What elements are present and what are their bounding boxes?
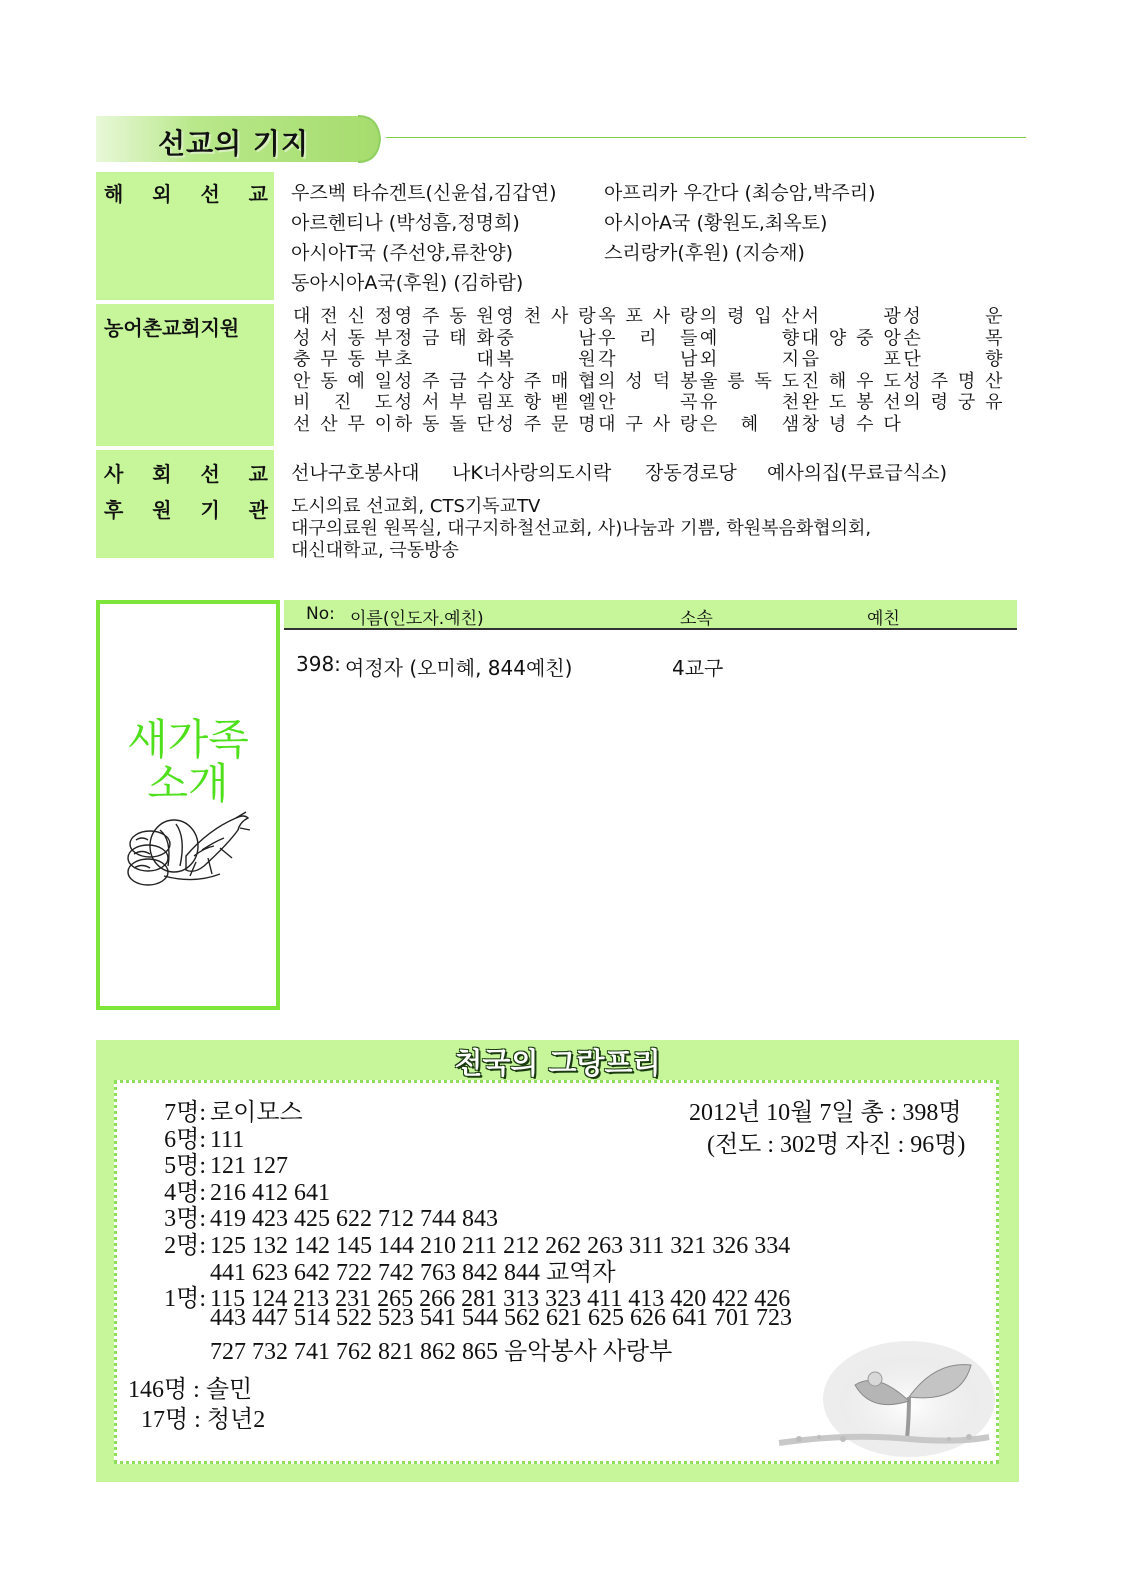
grand-prix-count: 3명: <box>164 1206 206 1233</box>
sponsor-line: 도시의료 선교회, CTS기독교TV <box>291 496 541 517</box>
grand-prix-line <box>150 1331 672 1366</box>
grand-prix-count: 1명: <box>164 1286 206 1313</box>
rural-church-name: 성 주 명 산 <box>903 370 1003 392</box>
rural-row <box>293 306 1005 328</box>
sprout-illustration-icon <box>759 1321 995 1461</box>
grand-prix-count: 4명: <box>164 1179 206 1206</box>
grand-prix-extra: 17명 : 청년2 <box>141 1407 266 1433</box>
rural-church-name: 성 주 문 명 <box>496 413 596 435</box>
rural-church-name <box>903 414 1002 436</box>
rural-church-name: 의 령 입 산 <box>699 306 800 327</box>
sponsor-label: 후 원 기 관 <box>104 498 268 522</box>
sponsor-line: 대구의료원 원목실, 대구지하철선교회, 사)나눔과 기쁨, 학원복음화협의회, <box>291 518 872 539</box>
grand-prix-title: 천국의 그랑프리 <box>454 1046 661 1080</box>
grand-prix-ids: 441 623 642 722 742 763 842 844 교역자 <box>210 1259 616 1286</box>
grand-prix-ids: 111 <box>210 1126 245 1153</box>
rural-church-name: 초 대 <box>394 349 494 371</box>
entry-name: 여정자 (오미혜, 844예친) <box>345 656 573 680</box>
social-item: 장동경로당 <box>645 462 737 484</box>
rural-row <box>293 328 1005 350</box>
rural-church-name: 예 향 <box>699 327 800 349</box>
new-family-title-2: 소개 <box>147 759 229 808</box>
rural-church-name: 의 성 덕 봉 <box>598 370 698 392</box>
rural-row <box>293 371 1005 393</box>
rural-church-name: 손 목 <box>903 327 1003 349</box>
rural-church-name: 단 향 <box>903 349 1003 371</box>
grand-prix-count: 7명: <box>164 1100 206 1126</box>
sponsor-line: 대신대학교, 극동방송 <box>291 540 459 561</box>
grand-prix-totals: (전도 : 302명 자진 : 96명) <box>707 1132 966 1158</box>
rural-church-name: 충 무 동 부 <box>293 349 393 371</box>
rural-church-name: 성 주 금 수 <box>394 370 494 392</box>
social-item: 선나구호봉사대 <box>291 462 420 484</box>
overseas-item: 아르헨티나 (박성흠,정명희) <box>291 212 520 234</box>
grand-prix-ids: 115 124 213 231 265 266 281 313 323 411 413 420 422 426 <box>210 1286 791 1313</box>
rural-church-name: 창 녕 수 다 <box>801 413 901 435</box>
rural-church-name: 포 항 벧 엘 <box>496 392 596 414</box>
new-family-title-1: 새가족 <box>127 715 249 764</box>
rural-church-name: 읍 포 <box>801 349 901 371</box>
grand-prix-count: 2명: <box>164 1233 206 1259</box>
overseas-item: 우즈벡 타슈겐트(신윤섭,김갑연) <box>291 182 557 204</box>
overseas-item: 스리랑카(후원) (지승재) <box>604 242 805 264</box>
col-yechin: 예친 <box>867 609 900 629</box>
col-affiliation: 소속 <box>680 609 713 629</box>
rural-church-name: 대 구 사 랑 <box>598 413 698 435</box>
grand-prix-ids: 121 127 <box>210 1153 288 1180</box>
rural-church-name: 대 전 신 정 <box>293 306 393 327</box>
rural-church-name: 진 해 우 도 <box>801 370 901 392</box>
rural-church-name: 성 서 동 부 <box>293 327 393 349</box>
rural-church-name: 유 천 <box>699 392 800 414</box>
rural-church-name: 하 동 돌 단 <box>394 413 494 435</box>
rural-label: 농어촌교회지원 <box>104 316 240 340</box>
grand-prix-ids: 419 423 425 622 712 744 843 <box>210 1206 498 1233</box>
grand-prix-ids: 443 447 514 522 523 541 544 562 621 625 626 641 701 723 <box>210 1304 792 1331</box>
rural-row <box>293 414 1005 436</box>
rural-church-name: 우 리 들 <box>598 327 698 349</box>
rural-church-name: 은 혜 샘 <box>699 413 800 435</box>
rural-church-name: 정 금 태 화 <box>394 327 494 349</box>
col-name: 이름(인도자.예친) <box>350 609 484 629</box>
grand-prix-ids: 216 412 641 <box>210 1179 330 1206</box>
rural-church-name: 영 천 사 랑 <box>496 306 596 327</box>
rural-church-name: 성 서 부 림 <box>394 392 494 414</box>
overseas-item: 동아시아A국(후원) (김하람) <box>291 272 524 294</box>
rural-church-name: 복 원 <box>496 349 596 371</box>
overseas-item: 아프리카 우간다 (최승암,박주리) <box>604 182 876 204</box>
entry-no: 398: <box>296 652 341 676</box>
social-label: 사 회 선 교 <box>104 462 268 486</box>
grand-prix-date: 2012년 10월 7일 총 : 398명 <box>689 1100 962 1126</box>
mission-header-rule <box>386 137 1026 138</box>
rural-church-name: 옥 포 사 랑 <box>598 306 698 327</box>
rural-church-name: 외 지 <box>699 349 800 371</box>
overseas-item: 아시아A국 (황원도,최옥토) <box>604 212 828 234</box>
social-item: 나K너사랑의도시락 <box>452 462 612 484</box>
social-item: 예사의집(무료급식소) <box>767 462 948 484</box>
entry-affiliation: 4교구 <box>672 656 724 680</box>
overseas-label: 해 외 선 교 <box>104 182 268 206</box>
rural-church-name: 비 진 도 <box>293 392 393 414</box>
mission-header <box>96 114 1026 164</box>
grand-prix-count: 6명: <box>164 1126 206 1153</box>
food-illustration-icon <box>124 810 256 894</box>
grand-prix-extra: 146명 : 솔민 <box>128 1377 253 1403</box>
grand-prix-line <box>150 1305 792 1332</box>
rural-church-name: 대 양 중 앙 <box>801 327 901 349</box>
rural-church-name: 각 남 <box>598 349 698 371</box>
grand-prix-ids: 125 132 142 145 144 210 211 212 262 263 311 321 326 334 <box>210 1233 791 1259</box>
rural-church-name: 울 릉 독 도 <box>699 370 800 392</box>
rural-church-name: 중 남 <box>496 327 596 349</box>
grand-prix-ids: 로이모스 <box>210 1100 303 1126</box>
rural-church-name: 안 곡 <box>598 392 698 414</box>
rural-church-grid <box>293 306 1005 436</box>
rural-church-name: 안 동 예 일 <box>293 370 393 392</box>
grand-prix-count: 5명: <box>164 1153 206 1180</box>
new-family-table-header <box>284 600 1017 630</box>
rural-row <box>293 392 1005 414</box>
rural-church-name: 상 주 매 협 <box>496 370 596 392</box>
rural-church-name: 완 도 봉 선 <box>801 392 901 414</box>
mission-title: 선교의 기지 <box>158 127 309 160</box>
rural-church-name: 선 산 무 이 <box>293 413 393 435</box>
rural-row <box>293 349 1005 371</box>
overseas-item: 아시아T국 (주선양,류찬양) <box>291 242 514 264</box>
rural-church-name: 성 운 <box>903 306 1003 327</box>
rural-church-name: 의 령 궁 유 <box>903 392 1003 414</box>
rural-church-name: 서 광 <box>801 306 901 327</box>
rural-church-name: 영 주 동 원 <box>394 306 494 327</box>
new-family-box <box>96 600 280 1010</box>
col-no: No: <box>306 604 335 624</box>
grand-prix-ids: 727 732 741 762 821 862 865 음악봉사 사랑부 <box>210 1339 673 1366</box>
